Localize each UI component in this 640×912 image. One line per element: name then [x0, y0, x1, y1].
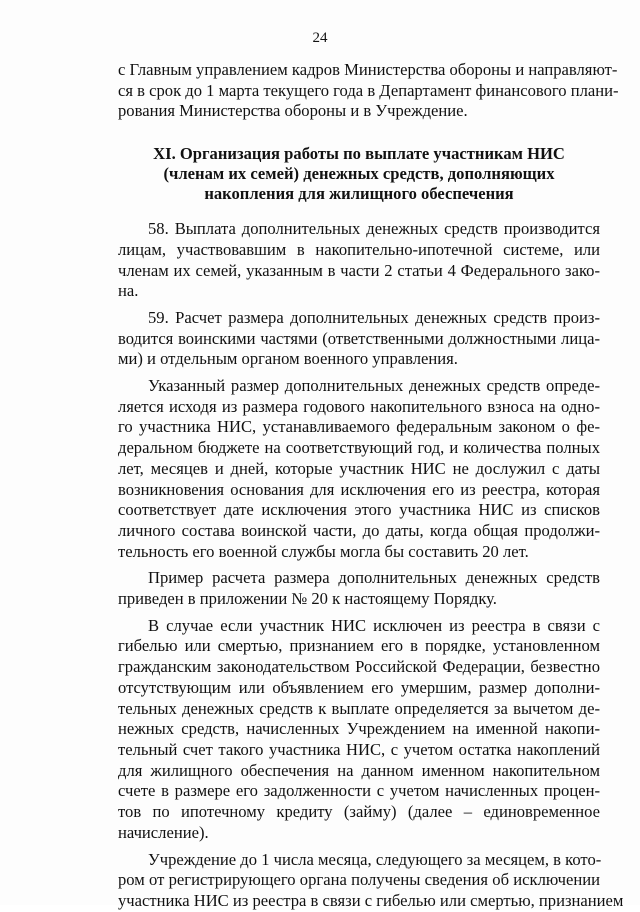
- paragraph-line: тов по ипотечному кредиту (займу) (далее – единовременное: [118, 802, 600, 822]
- paragraph-line: гражданским законодательством Российской Федерации, безвестно: [118, 657, 600, 677]
- paragraph-line: лет, месяцев и дней, которые участник НИС не дослужил с даты: [118, 458, 600, 478]
- paragraph-line: лицам, участвовавшим в накопительно-ипотечной системе, или: [118, 239, 600, 259]
- paragraph-line: возникновения основания для исключения его из реестра, которая: [118, 479, 600, 499]
- paragraph-59: [118, 308, 600, 370]
- paragraph-size: [118, 376, 600, 562]
- document-body: [118, 60, 624, 912]
- paragraph-58: [118, 219, 600, 302]
- paragraph-line: соответствует дате исключения этого участника НИС из списков: [118, 500, 600, 520]
- paragraph-line: тельный счет такого участника НИС, с учетом остатка накоплений: [118, 739, 600, 759]
- paragraph-case: [118, 616, 600, 844]
- paragraph-line: водится воинскими частями (ответственными должностными лица-: [118, 328, 600, 348]
- paragraph-line: отсутствующим или объявлением его умершим, размер дополни-: [118, 677, 600, 697]
- paragraph-line: Пример расчета размера дополнительных денежных средств: [148, 568, 600, 588]
- paragraph-line: гибелью или смертью, признанием его в порядке, установленном: [118, 636, 600, 656]
- paragraph-line: на.: [118, 281, 139, 301]
- paragraph-line: ляется исходя из размера годового накопительного взноса на одно-: [118, 396, 600, 416]
- paragraph-line: Указанный размер дополнительных денежных средств опреде-: [148, 376, 600, 396]
- paragraph-line: нежных средств, начисленных Учреждением на именной накопи-: [118, 719, 600, 739]
- paragraph-example: [118, 568, 600, 609]
- paragraph-line: членам их семей, указанным в части 2 статьи 4 Федерального зако-: [118, 260, 600, 280]
- intro-line: с Главным управлением кадров Министерства обороны и направляют-: [118, 60, 618, 79]
- section-heading-line: накопления для жилищного обеспечения: [204, 184, 514, 204]
- paragraph-line: В случае если участник НИС исключен из реестра в связи с: [148, 615, 600, 635]
- paragraph-line: деральном бюджете на соответствующий год, и количества полных: [118, 438, 600, 458]
- paragraph-line: го участника НИС, устанавливаемого федеральным законом о фе-: [118, 417, 600, 437]
- paragraph-line: тельных денежных средств к выплате определяется за вычетом де-: [118, 698, 600, 718]
- paragraph-line: начисление).: [118, 822, 209, 842]
- paragraph-line: счете в размере его задолженности с учетом начисленных процен-: [118, 781, 600, 801]
- paragraph-line: Учреждение до 1 числа месяца, следующего за месяцем, в кото-: [148, 849, 602, 869]
- intro-line: ся в срок до 1 марта текущего года в Департамент финансового плани-: [118, 80, 619, 100]
- paragraph-line: приведен в приложении № 20 к настоящему Порядку.: [118, 589, 497, 609]
- paragraph-line: 58. Выплата дополнительных денежных средств производится: [148, 219, 600, 239]
- paragraph-line: участника НИС из реестра в связи с гибелью или смертью, признанием: [118, 890, 624, 910]
- section-heading-line: XI. Организация работы по выплате участникам НИС: [153, 144, 565, 164]
- paragraph-line: личного состава воинской части, до даты, когда общая продолжи-: [118, 520, 600, 540]
- paragraph-line: тельность его военной службы могла бы составить 20 лет.: [118, 541, 529, 561]
- paragraph-line: для жилищного обеспечения на данном именном накопительном: [118, 760, 600, 780]
- page-number: 24: [312, 30, 328, 46]
- paragraph-line: 59. Расчет размера дополнительных денежных средств произ-: [148, 307, 600, 327]
- intro-line: рования Министерства обороны и в Учреждение.: [118, 101, 468, 121]
- paragraph-institution: [118, 849, 624, 912]
- section-heading: [118, 144, 600, 204]
- intro-paragraph: [118, 60, 619, 122]
- section-heading-line: (членам их семей) денежных средств, дополняющих: [163, 164, 555, 184]
- paragraph-line: ми) и отдельным органом военного управления.: [118, 349, 458, 369]
- paragraph-line: ром от регистрирующего органа получены сведения об исключении: [118, 870, 600, 890]
